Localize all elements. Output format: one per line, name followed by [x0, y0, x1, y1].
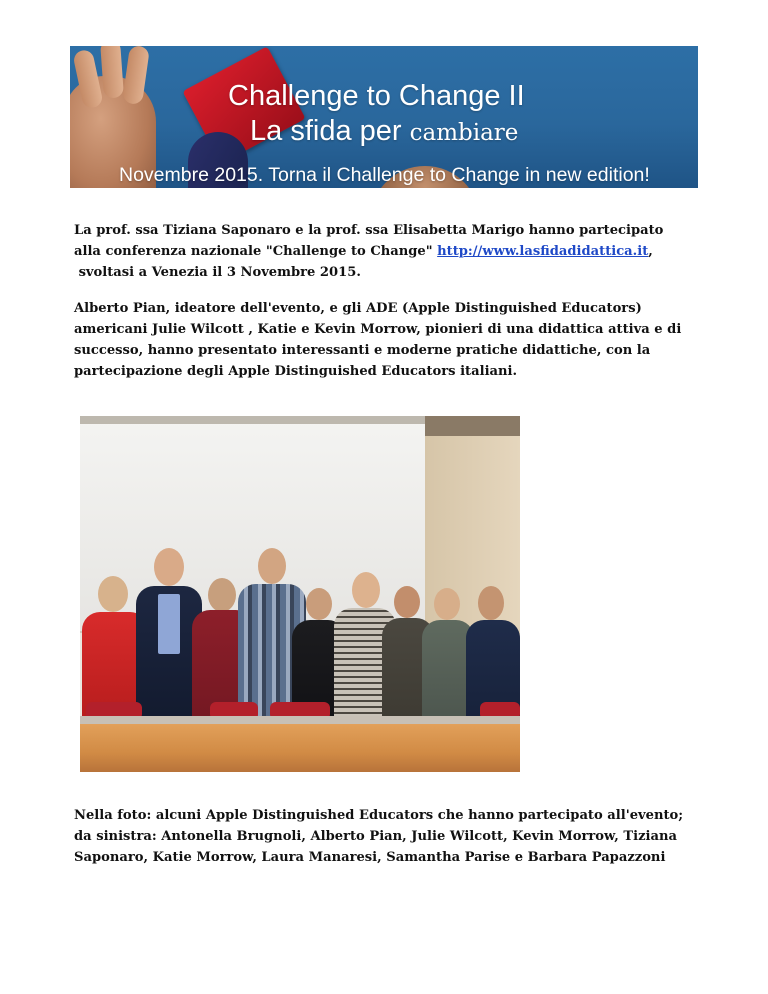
finger-shape [100, 46, 124, 99]
screen-rail [80, 416, 425, 424]
banner-title-line2-serif: cambiare [409, 120, 519, 146]
lasfidadidattica-link[interactable]: http://www.lasfidadidattica.it [437, 244, 649, 259]
intro-text: La prof. ssa Tiziana Saponaro e la prof. ssa Elisabetta Marigo hanno partecipato alla conferenza nazionale "Challenge to Change" [74, 223, 664, 259]
intro-text-comma: , [648, 244, 653, 259]
wooden-table [80, 724, 520, 772]
intro-paragraph [74, 220, 694, 283]
banner-title-line2 [250, 115, 518, 148]
event-description-paragraph: Alberto Pian, ideatore dell'evento, e gli ADE (Apple Distinguished Educators) americani Julie Wilcott , Katie e Kevin Morrow, pionieri di una didattica attiva e di successo, hanno presentato interessanti e moderne pratiche didattiche, con la partecipazione degli Apple Distinguished Educators italiani. [74, 301, 682, 379]
banner-title-line2-sans: La sfida per [250, 115, 410, 147]
banner-title: Challenge to Change II [228, 80, 525, 112]
banner-subtitle: Novembre 2015. Torna il Challenge to Change in new edition! [119, 164, 650, 186]
group-photo [80, 416, 520, 772]
intro-text-line2: svoltasi a Venezia il 3 Novembre 2015. [78, 265, 361, 280]
header-banner [70, 46, 698, 188]
photo-caption: Nella foto: alcuni Apple Distinguished Educators che hanno partecipato all'evento; da sinistra: Antonella Brugnoli, Alberto Pian, Julie Wilcott, Kevin Morrow, Tiziana Saponaro, Katie Morrow, Laura Manaresi, Samantha Parise e Barbara Papazzoni [74, 808, 684, 865]
